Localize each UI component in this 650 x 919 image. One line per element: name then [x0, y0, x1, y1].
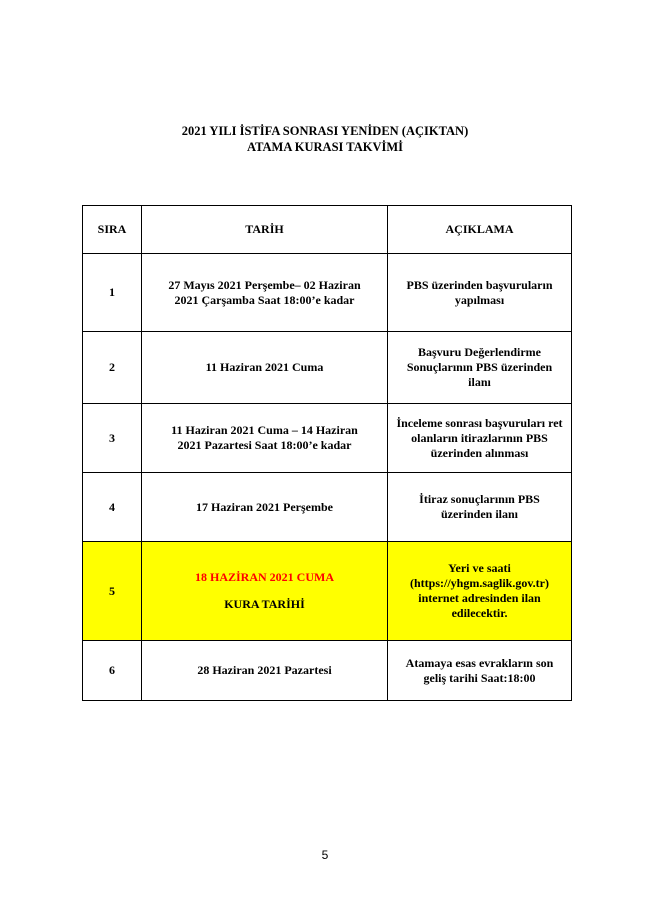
cell-sira: 4: [83, 473, 142, 542]
schedule-table: [82, 205, 572, 701]
cell-tarih: [142, 254, 388, 332]
cell-line: 11 Haziran 2021 Cuma – 14 Haziran: [171, 423, 358, 437]
header-sira: SIRA: [83, 206, 142, 254]
cell-line: 11 Haziran 2021 Cuma: [205, 360, 324, 374]
kura-label: KURA TARİHİ: [224, 597, 305, 611]
cell-tarih: [142, 473, 388, 542]
cell-line: Atamaya esas evrakların son: [405, 655, 554, 670]
cell-line: 17 Haziran 2021 Perşembe: [196, 499, 333, 514]
cell-line: Yeri ve saati: [448, 561, 511, 575]
cell-line: 27 Mayıs 2021 Perşembe– 02 Haziran: [168, 277, 361, 292]
cell-tarih: [142, 332, 388, 404]
title-line-1: 2021 YILI İSTİFA SONRASI YENİDEN (AÇIKTAN): [181, 124, 469, 138]
cell-tarih: [142, 404, 388, 473]
cell-aciklama: [388, 404, 572, 473]
cell-line: 28 Haziran 2021 Pazartesi: [197, 663, 332, 677]
cell-line: üzerinden alınması: [430, 445, 529, 460]
table-row-highlighted: [83, 542, 572, 641]
cell-line: (https://yhgm.saglik.gov.tr): [409, 576, 549, 590]
header-aciklama: AÇIKLAMA: [388, 206, 572, 254]
cell-line: İnceleme sonrası başvuruları ret: [396, 415, 563, 430]
cell-sira: 6: [83, 641, 142, 701]
cell-line: PBS üzerinden başvuruların: [406, 277, 553, 292]
title-line-2: ATAMA KURASI TAKVİMİ: [246, 140, 404, 154]
cell-line: 2021 Pazartesi Saat 18:00’e kadar: [177, 438, 352, 452]
cell-line: 2021 Çarşamba Saat 18:00’e kadar: [174, 292, 355, 307]
page-number: 5: [321, 848, 329, 862]
cell-sira: 5: [83, 542, 142, 641]
table-header-row: [83, 206, 572, 254]
table-row: [83, 332, 572, 404]
table-row: [83, 473, 572, 542]
cell-line: yapılması: [454, 292, 505, 307]
cell-tarih: [142, 641, 388, 701]
table-row: [83, 641, 572, 701]
cell-line: İtiraz sonuçlarının PBS: [419, 492, 540, 506]
cell-line: edilecektir.: [451, 606, 508, 620]
cell-tarih: [142, 542, 388, 641]
cell-sira: 2: [83, 332, 142, 404]
cell-line: internet adresinden ilan: [418, 591, 541, 605]
cell-line: olanların itirazlarının PBS: [411, 430, 548, 445]
cell-aciklama: [388, 641, 572, 701]
cell-line: üzerinden ilanı: [440, 507, 518, 521]
kura-date: 18 HAZİRAN 2021 CUMA: [195, 570, 334, 584]
cell-line: Sonuçlarının PBS üzerinden: [406, 360, 553, 374]
cell-aciklama: [388, 332, 572, 404]
cell-line: Başvuru Değerlendirme: [418, 345, 541, 359]
table-row: [83, 254, 572, 332]
cell-aciklama: [388, 542, 572, 641]
cell-aciklama: [388, 254, 572, 332]
table-row: [83, 404, 572, 473]
cell-sira: 1: [83, 254, 142, 332]
cell-aciklama: [388, 473, 572, 542]
spacer: [146, 585, 383, 597]
header-tarih: TARİH: [142, 206, 388, 254]
cell-line: geliş tarihi Saat:18:00: [423, 670, 536, 685]
cell-sira: 3: [83, 404, 142, 473]
cell-line: ilanı: [468, 375, 491, 389]
document-title: [0, 123, 650, 155]
